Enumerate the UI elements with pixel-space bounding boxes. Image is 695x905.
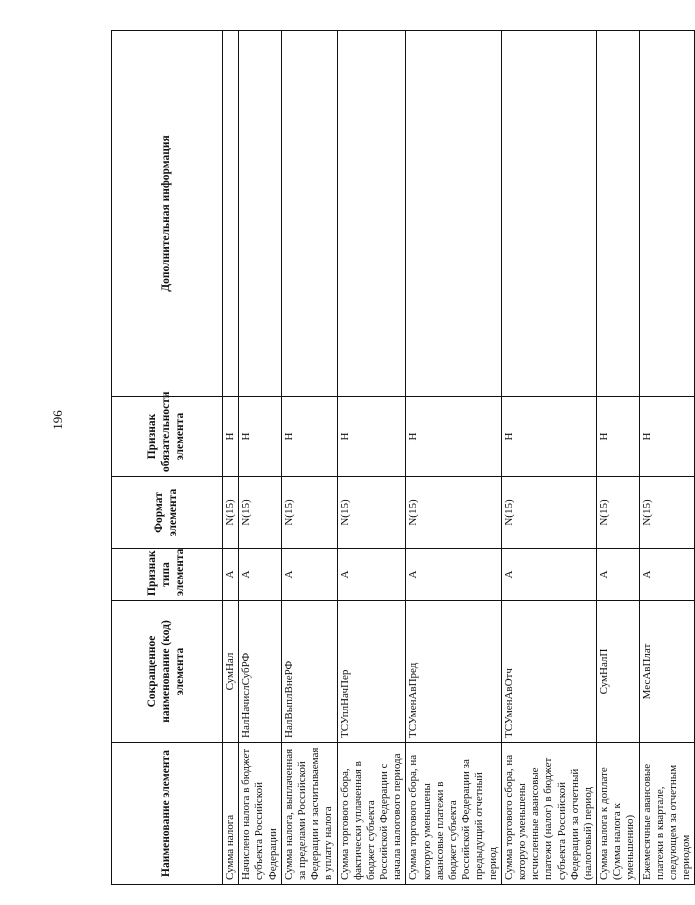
cell-format: N(15) — [406, 477, 501, 549]
cell-type: А — [281, 549, 337, 601]
header-element-name: Наименование элемента — [112, 743, 223, 885]
cell-type: А — [239, 549, 282, 601]
cell-name: Ежемесячные авансовые платежи в квартале, следующем за отчетным периодом — [639, 743, 695, 885]
page-number: 196 — [50, 410, 65, 430]
cell-required: Н — [501, 397, 596, 477]
cell-info — [281, 31, 337, 397]
cell-info — [223, 31, 239, 397]
cell-required: Н — [281, 397, 337, 477]
table-row — [223, 31, 239, 885]
table-row — [639, 31, 695, 885]
cell-required: Н — [223, 397, 239, 477]
cell-format: N(15) — [223, 477, 239, 549]
cell-code: МесАвПлат — [639, 601, 695, 743]
header-element-code: Сокращенное наименование (код) элемента — [112, 601, 223, 743]
table-row — [406, 31, 501, 885]
cell-format: N(15) — [501, 477, 596, 549]
cell-info — [239, 31, 282, 397]
cell-info — [639, 31, 695, 397]
cell-code: НалВыплВнеРФ — [281, 601, 337, 743]
cell-required: Н — [337, 397, 406, 477]
cell-required: Н — [406, 397, 501, 477]
cell-name: Сумма торгового сбора, на которую уменьшены исчисленные авансовые платежи (налог) в бюджет субъекта Российской Федерации за отчетный (налоговый) период — [501, 743, 596, 885]
cell-info — [337, 31, 406, 397]
header-element-format: Формат элемента — [112, 477, 223, 549]
table-row — [337, 31, 406, 885]
cell-required: Н — [597, 397, 640, 477]
elements-table — [111, 30, 695, 885]
cell-code: ТСУменАвОтч — [501, 601, 596, 743]
cell-format: N(15) — [337, 477, 406, 549]
cell-format: N(15) — [281, 477, 337, 549]
cell-code: СумНалП — [597, 601, 640, 743]
cell-name: Начислено налога в бюджет субъекта Российской Федерации — [239, 743, 282, 885]
header-element-type: Признак типа элемента — [112, 549, 223, 601]
cell-type: А — [597, 549, 640, 601]
cell-code: ТСУменАвПред — [406, 601, 501, 743]
cell-name: Сумма налога к доплате (Сумма налога к уменьшению) — [597, 743, 640, 885]
cell-format: N(15) — [239, 477, 282, 549]
cell-name: Сумма торгового сбора, на которую уменьшены авансовые платежи в бюджет субъекта Российской Федерации за предыдущий отчетный период — [406, 743, 501, 885]
cell-type: А — [223, 549, 239, 601]
cell-required: Н — [239, 397, 282, 477]
cell-code: НалНачислСубРФ — [239, 601, 282, 743]
cell-info — [597, 31, 640, 397]
header-additional-info: Дополнительная информация — [112, 31, 223, 397]
cell-type: А — [337, 549, 406, 601]
cell-type: А — [406, 549, 501, 601]
cell-code: ТСУплНачПер — [337, 601, 406, 743]
cell-format: N(15) — [597, 477, 640, 549]
table-row — [281, 31, 337, 885]
table-row — [501, 31, 596, 885]
cell-name: Сумма налога, выплаченная за пределами Российской Федерации и засчитываемая в уплату налога — [281, 743, 337, 885]
cell-info — [501, 31, 596, 397]
cell-required: Н — [639, 397, 695, 477]
rotated-page-content — [111, 31, 693, 885]
table-row — [239, 31, 282, 885]
cell-format: N(15) — [639, 477, 695, 549]
header-element-required: Признак обязательности элемента — [112, 397, 223, 477]
cell-code: СумНал — [223, 601, 239, 743]
cell-type: А — [501, 549, 596, 601]
cell-info — [406, 31, 501, 397]
cell-type: А — [639, 549, 695, 601]
table-header-row — [112, 31, 223, 885]
cell-name: Сумма налога — [223, 743, 239, 885]
table-row — [597, 31, 640, 885]
cell-name: Сумма торгового сбора, фактически уплаченная в бюджет субъекта Российской Федерации с начала налогового периода — [337, 743, 406, 885]
